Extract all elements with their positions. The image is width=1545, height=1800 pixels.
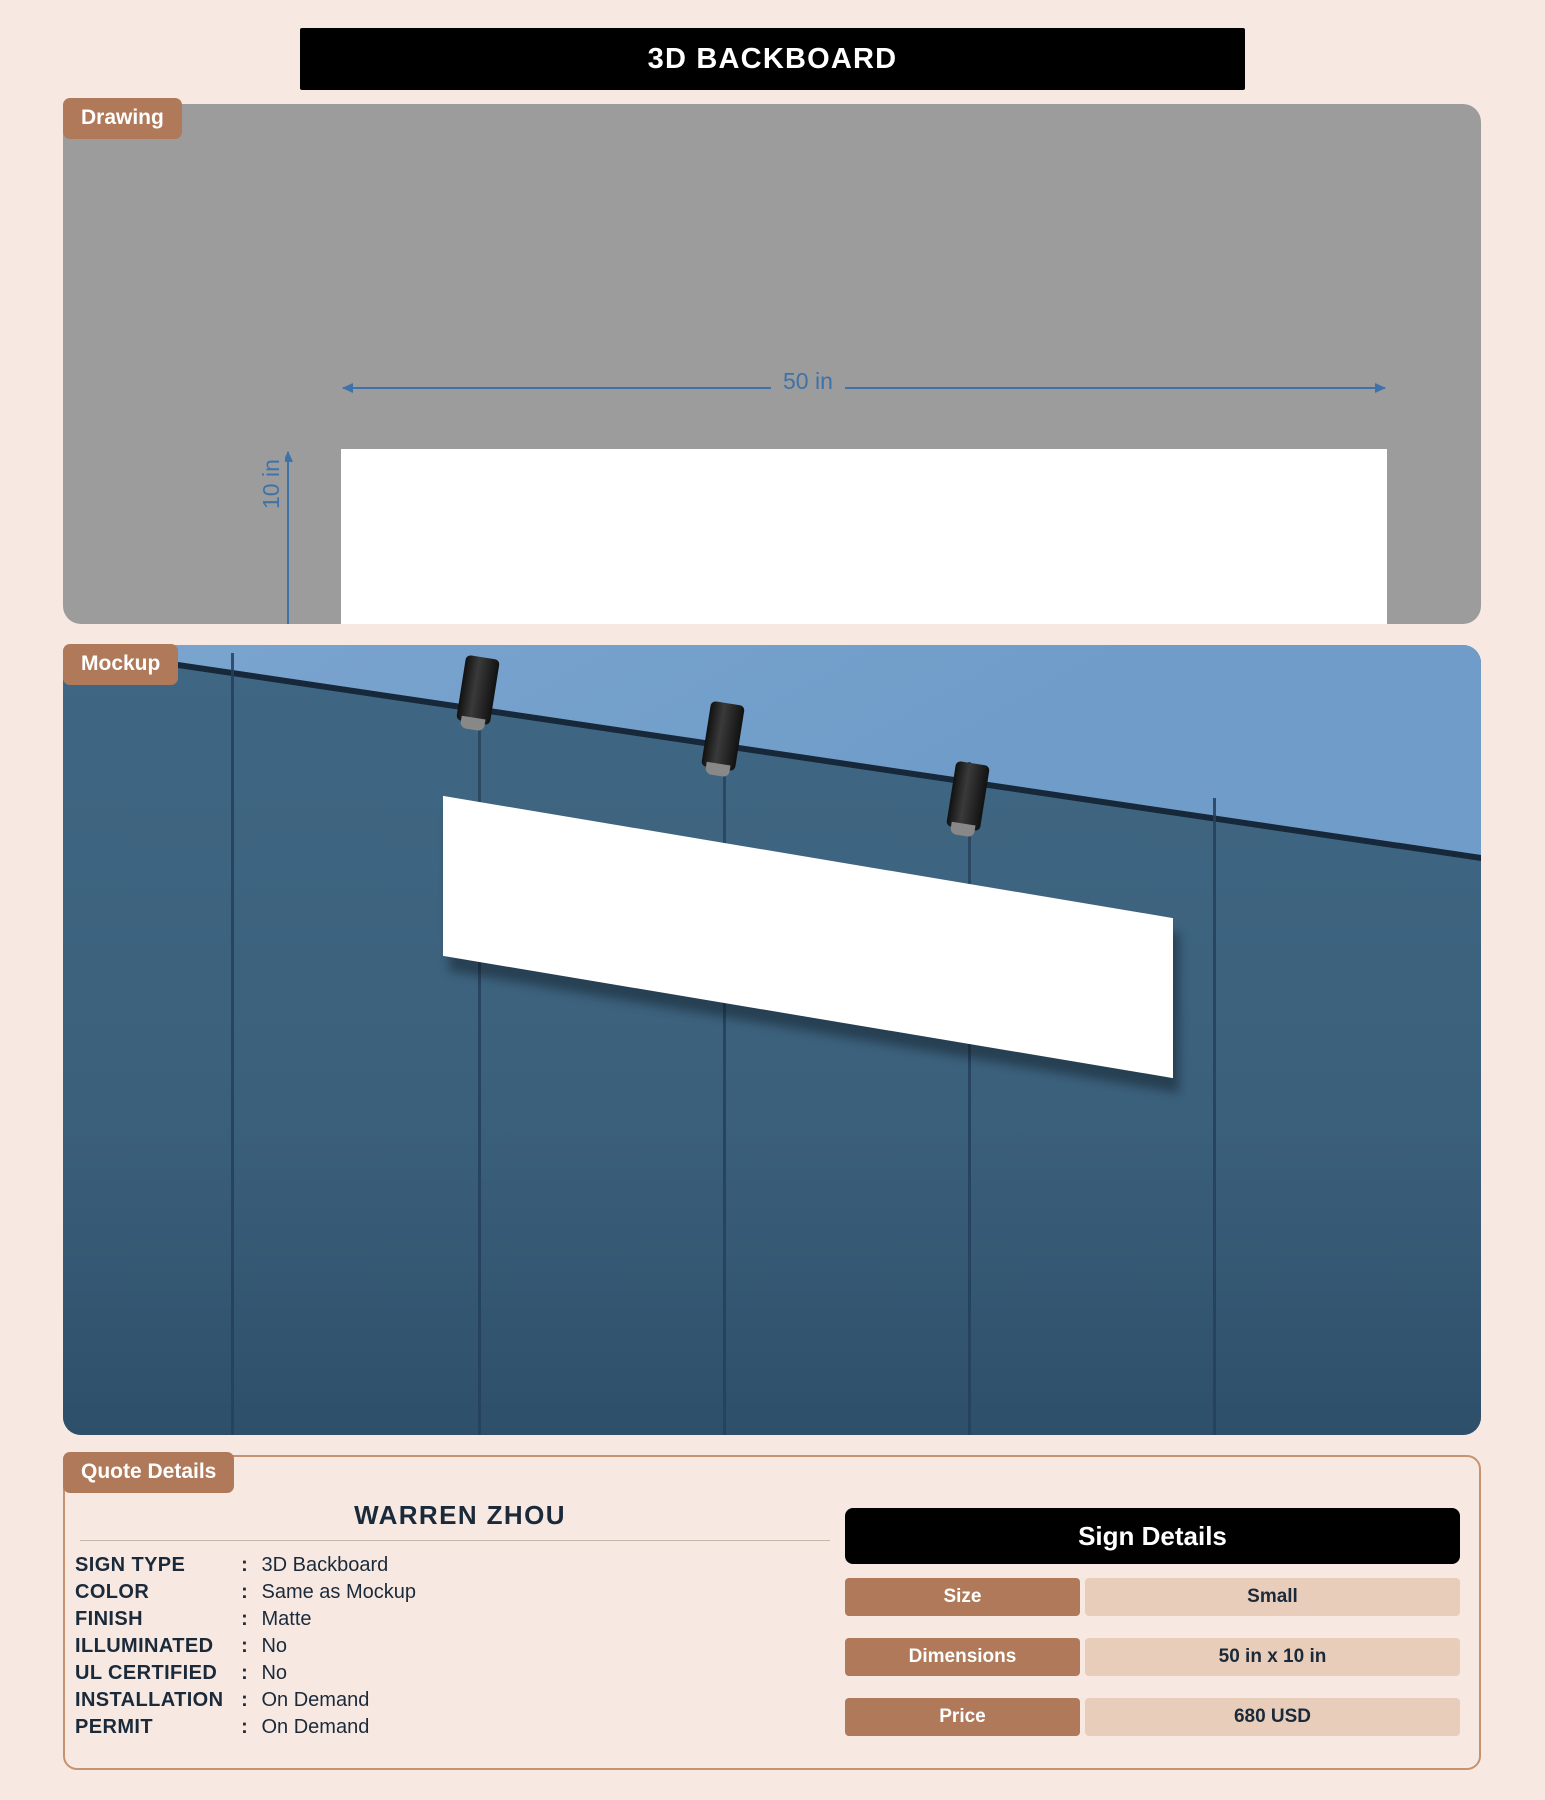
customer-name-divider (80, 1540, 830, 1541)
sign-details-value: 50 in x 10 in (1085, 1638, 1460, 1676)
spec-key: INSTALLATION (75, 1689, 224, 1711)
table-row (75, 1687, 416, 1714)
specs-table (75, 1552, 416, 1741)
spec-separator: : (241, 1635, 248, 1657)
table-row (75, 1579, 416, 1606)
sign-details-row-price (845, 1698, 1460, 1736)
sign-details-header (845, 1508, 1460, 1564)
wall-seam (1213, 798, 1216, 1435)
sign-details-key: Price (845, 1698, 1080, 1736)
page-title-text: 3D BACKBOARD (647, 42, 898, 75)
page-title (300, 28, 1245, 90)
spec-key: SIGN TYPE (75, 1554, 186, 1576)
spec-key: ILLUMINATED (75, 1635, 214, 1657)
sign-details-header-text: Sign Details (1078, 1520, 1227, 1551)
sign-details-value: 680 USD (1085, 1698, 1460, 1736)
height-dimension-line (287, 452, 289, 624)
spec-value: On Demand (261, 1689, 370, 1711)
spec-key: COLOR (75, 1581, 150, 1603)
mockup-panel (63, 645, 1481, 1435)
height-dimension-label: 10 in (258, 449, 285, 519)
mockup-section-label: Mockup (63, 644, 178, 685)
spec-key: UL CERTIFIED (75, 1662, 218, 1684)
spec-value: 3D Backboard (261, 1554, 389, 1576)
spec-value: No (261, 1662, 288, 1684)
sign-details-key: Size (845, 1578, 1080, 1616)
quote-details-section-label: Quote Details (63, 1452, 234, 1493)
spec-value: Matte (261, 1608, 312, 1630)
spec-separator: : (241, 1581, 248, 1603)
sign-details-value: Small (1085, 1578, 1460, 1616)
drawing-panel (63, 104, 1481, 624)
spec-separator: : (241, 1608, 248, 1630)
drawing-sign-shape (341, 449, 1387, 624)
spec-value: Same as Mockup (261, 1581, 416, 1603)
spec-key: FINISH (75, 1608, 143, 1630)
spec-separator: : (241, 1554, 248, 1576)
sign-details-row-size (845, 1578, 1460, 1616)
spec-separator: : (241, 1662, 248, 1684)
table-row (75, 1714, 416, 1741)
drawing-section-label: Drawing (63, 98, 182, 139)
width-dimension-label: 50 in (771, 368, 845, 395)
table-row (75, 1633, 416, 1660)
table-row (75, 1660, 416, 1687)
spec-key: PERMIT (75, 1716, 153, 1738)
spec-separator: : (241, 1689, 248, 1711)
width-dimension-line (343, 387, 1385, 389)
spec-value: On Demand (261, 1716, 370, 1738)
customer-name: WARREN ZHOU (354, 1500, 566, 1530)
sign-details-row-dimensions (845, 1638, 1460, 1676)
sign-details-key: Dimensions (845, 1638, 1080, 1676)
wall-seam (231, 653, 234, 1435)
table-row (75, 1606, 416, 1633)
table-row (75, 1552, 416, 1579)
spec-separator: : (241, 1716, 248, 1738)
spec-value: No (261, 1635, 288, 1657)
